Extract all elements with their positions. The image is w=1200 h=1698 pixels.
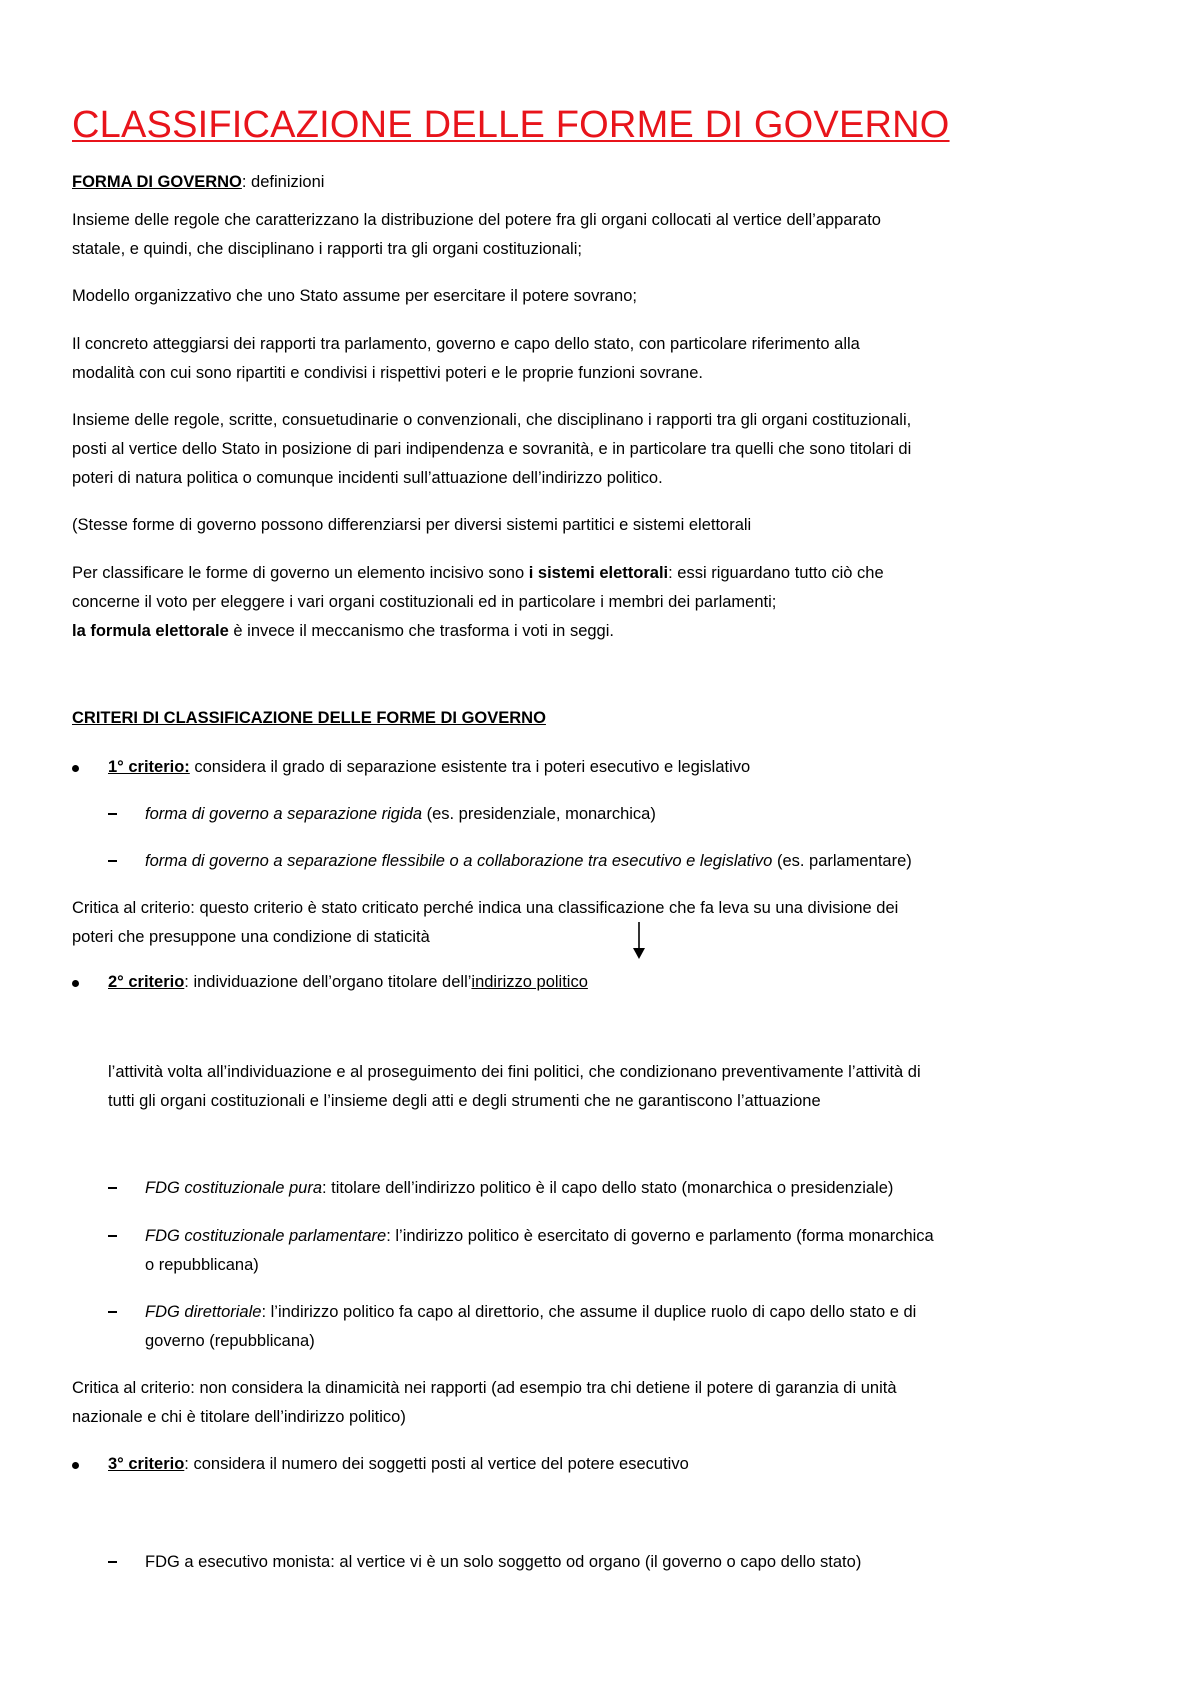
text-run: : titolare dell’indirizzo politico è il capo dello stato (monarchica o presidenziale): [322, 1179, 894, 1197]
dash-icon: [108, 1187, 117, 1189]
arrow-down-icon: [632, 922, 646, 960]
bold-term: i sistemi elettorali: [528, 564, 669, 582]
page-title: CLASSIFICAZIONE DELLE FORME DI GOVERNO: [72, 104, 950, 146]
paragraph-line: Modello organizzativo che uno Stato assume per esercitare il potere sovrano;: [72, 287, 637, 305]
criterion-label: 3° criterio: [108, 1455, 185, 1473]
paragraph-line: [72, 617, 614, 645]
paragraph-line: Critica al criterio: questo criterio è stato criticato perché indica una classificazione che fa leva su una divisione dei: [72, 899, 899, 917]
bullet-dot-icon: [72, 980, 79, 987]
criterion-text: considera il grado di separazione esistente tra i poteri esecutivo e legislativo: [189, 758, 751, 776]
criterion-1: [108, 753, 750, 781]
italic-term: FDG costituzionale pura: [145, 1179, 322, 1197]
paragraph-line: [72, 559, 884, 587]
paragraph-line: concerne il voto per eleggere i vari organi costituzionali ed in particolare i membri dei parlamenti;: [72, 593, 777, 611]
text-run: : essi riguardano tutto ciò che: [668, 564, 884, 582]
list-item: [145, 800, 656, 828]
underlined-term: indirizzo politico: [471, 973, 588, 991]
criterion-text: : individuazione dell’organo titolare dell’: [184, 973, 472, 991]
dash-icon: [108, 1561, 117, 1563]
italic-term: forma di governo a separazione flessibile o a collaborazione tra esecutivo e legislativo: [145, 852, 773, 870]
list-item: [145, 847, 912, 875]
text-run: (es. presidenziale, monarchica): [422, 805, 656, 823]
italic-term: forma di governo a separazione rigida: [145, 805, 422, 823]
section-heading: FORMA DI GOVERNO: [72, 173, 242, 191]
list-item: FDG a esecutivo monista: al vertice vi è un solo soggetto od organo (il governo o capo dello stato): [145, 1553, 862, 1571]
list-item: [145, 1222, 934, 1250]
text-run: : l’indirizzo politico è esercitato di governo e parlamento (forma monarchica: [386, 1227, 934, 1245]
criterion-label: 1° criterio:: [108, 758, 190, 776]
list-item: [145, 1174, 893, 1202]
bullet-dot-icon: [72, 765, 79, 772]
dash-icon: [108, 1235, 117, 1237]
criterion-label: 2° criterio: [108, 973, 185, 991]
italic-term: FDG costituzionale parlamentare: [145, 1227, 387, 1245]
paragraph-line: tutti gli organi costituzionali e l’insieme degli atti e degli strumenti che ne garantiscono l’attuazione: [108, 1092, 821, 1110]
italic-term: FDG direttoriale: [145, 1303, 262, 1321]
paragraph-line: poteri di natura politica o comunque incidenti sull’attuazione dell’indirizzo politico.: [72, 469, 663, 487]
paragraph-line: Critica al criterio: non considera la dinamicità nei rapporti (ad esempio tra chi detiene il potere di garanzia di unità: [72, 1379, 897, 1397]
list-item-continuation: o repubblicana): [145, 1256, 259, 1274]
heading-suffix: : definizioni: [241, 173, 325, 191]
dash-icon: [108, 1311, 117, 1313]
dash-icon: [108, 860, 117, 862]
bullet-dot-icon: [72, 1462, 79, 1469]
paragraph-line: (Stesse forme di governo possono differenziarsi per diversi sistemi partitici e sistemi elettorali: [72, 516, 752, 534]
intro-heading-line: [72, 168, 324, 196]
criterion-3: [108, 1450, 689, 1478]
dash-icon: [108, 813, 117, 815]
text-run: è invece il meccanismo che trasforma i voti in seggi.: [228, 622, 614, 640]
paragraph-line: Insieme delle regole, scritte, consuetudinarie o convenzionali, che disciplinano i rapporti tra gli organi costituzionali,: [72, 411, 912, 429]
bold-term: la formula elettorale: [72, 622, 229, 640]
list-item-continuation: governo (repubblicana): [145, 1332, 315, 1350]
text-run: (es. parlamentare): [772, 852, 912, 870]
criterion-text: : considera il numero dei soggetti posti al vertice del potere esecutivo: [184, 1455, 689, 1473]
paragraph-line: Insieme delle regole che caratterizzano la distribuzione del potere fra gli organi collocati al vertice dell’apparato: [72, 211, 881, 229]
paragraph-line: posti al vertice dello Stato in posizione di pari indipendenza e sovranità, e in particolare tra quelli che sono titolari di: [72, 440, 912, 458]
paragraph-line: nazionale e chi è titolare dell’indirizzo politico): [72, 1408, 406, 1426]
paragraph-line: statale, e quindi, che disciplinano i rapporti tra gli organi costituzionali;: [72, 240, 582, 258]
text-run: : l’indirizzo politico fa capo al direttorio, che assume il duplice ruolo di capo dello stato e di: [261, 1303, 917, 1321]
criterion-2: [108, 968, 588, 996]
paragraph-line: Il concreto atteggiarsi dei rapporti tra parlamento, governo e capo dello stato, con particolare riferimento alla: [72, 335, 860, 353]
paragraph-line: modalità con cui sono ripartiti e condivisi i rispettivi poteri e le proprie funzioni sovrane.: [72, 364, 703, 382]
list-item: [145, 1298, 916, 1326]
paragraph-line: poteri che presuppone una condizione di staticità: [72, 928, 430, 946]
text-run: Per classificare le forme di governo un elemento incisivo sono: [72, 564, 529, 582]
paragraph-line: l’attività volta all’individuazione e al proseguimento dei fini politici, che condizionano preventivamente l’attività di: [108, 1063, 921, 1081]
criteria-heading: CRITERI DI CLASSIFICAZIONE DELLE FORME DI GOVERNO: [72, 709, 546, 727]
